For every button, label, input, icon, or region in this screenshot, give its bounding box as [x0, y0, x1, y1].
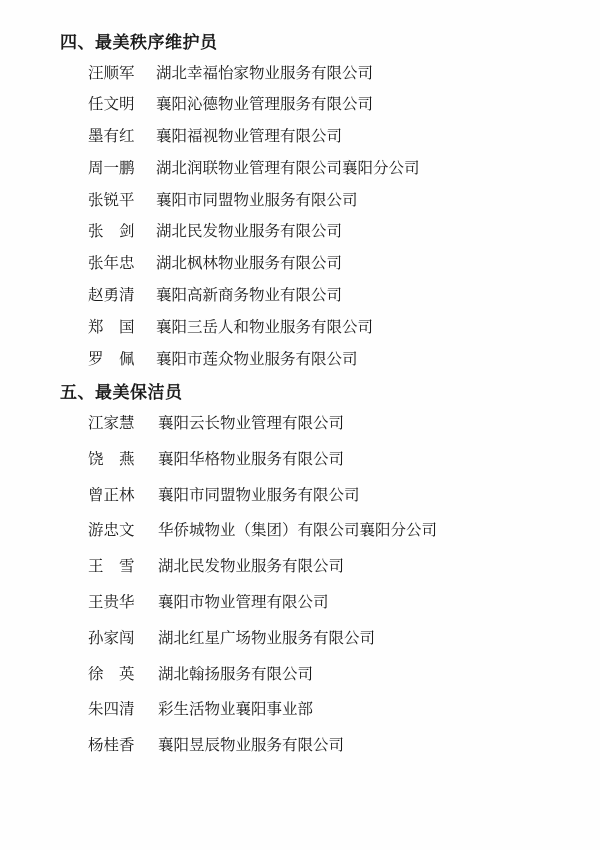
entry-organization: 华侨城物业（集团）有限公司襄阳分公司 [158, 522, 438, 540]
entry-name: 王贵华 [88, 593, 135, 611]
entry-name: 张年忠 [88, 255, 135, 273]
entry-organization: 湖北翰扬服务有限公司 [158, 665, 314, 683]
list-item [88, 62, 560, 87]
list-item [88, 348, 560, 373]
list-item [88, 448, 560, 473]
entry-name: 墨有红 [88, 128, 135, 146]
entry-organization: 襄阳市莲众物业服务有限公司 [156, 350, 358, 368]
entry-name: 游忠文 [88, 522, 135, 540]
list-item [88, 591, 560, 616]
entry-organization: 襄阳云长物业管理有限公司 [158, 414, 345, 432]
entry-organization: 湖北幸福怡家物业服务有限公司 [156, 64, 374, 82]
list-item [88, 412, 560, 437]
entry-name: 张 剑 [88, 223, 135, 241]
entry-organization: 湖北民发物业服务有限公司 [158, 558, 345, 576]
entry-organization: 襄阳福视物业管理有限公司 [156, 128, 343, 146]
entry-name: 江家慧 [88, 414, 135, 432]
section-four [40, 30, 560, 372]
entry-name: 王 雪 [88, 558, 135, 576]
entry-name: 张锐平 [88, 191, 135, 209]
entry-organization: 襄阳市同盟物业服务有限公司 [156, 191, 358, 209]
list-item [88, 627, 560, 652]
section-heading: 五、最美保洁员 [60, 383, 183, 403]
entry-organization: 襄阳高新商务物业有限公司 [156, 287, 343, 305]
list-item [88, 734, 560, 759]
section-five [40, 380, 560, 758]
list-item [88, 125, 560, 150]
entry-name: 汪顺军 [88, 64, 135, 82]
entry-name: 任文明 [88, 96, 135, 114]
entry-organization: 彩生活物业襄阳事业部 [158, 701, 314, 719]
list-item [88, 189, 560, 214]
entry-organization: 襄阳昱辰物业服务有限公司 [158, 737, 345, 755]
entry-name: 郑 国 [88, 318, 135, 336]
list-item [88, 316, 560, 341]
entry-name: 杨桂香 [88, 737, 135, 755]
entry-organization: 湖北民发物业服务有限公司 [156, 223, 343, 241]
list-item [88, 698, 560, 723]
list-item [88, 157, 560, 182]
entry-organization: 湖北红星广场物业服务有限公司 [158, 629, 376, 647]
entry-organization: 襄阳华格物业服务有限公司 [158, 450, 345, 468]
entry-name: 孙家闯 [88, 629, 135, 647]
list-item [88, 519, 560, 544]
entry-name: 周一鹏 [88, 159, 135, 177]
list-item [88, 663, 560, 688]
entry-name: 赵勇清 [88, 287, 135, 305]
entry-organization: 湖北枫林物业服务有限公司 [156, 255, 343, 273]
list-item [88, 252, 560, 277]
award-list [40, 62, 560, 373]
entry-name: 罗 佩 [88, 350, 135, 368]
list-item [88, 555, 560, 580]
list-item [88, 93, 560, 118]
entry-name: 朱四清 [88, 701, 135, 719]
entry-organization: 襄阳沁德物业管理服务有限公司 [156, 96, 374, 114]
entry-organization: 湖北润联物业管理有限公司襄阳分公司 [156, 159, 420, 177]
section-heading: 四、最美秩序维护员 [60, 33, 218, 52]
entry-organization: 襄阳市物业管理有限公司 [158, 593, 329, 611]
entry-name: 曾正林 [88, 486, 135, 504]
list-item [88, 220, 560, 245]
entry-organization: 襄阳三岳人和物业服务有限公司 [156, 318, 374, 336]
list-item [88, 284, 560, 309]
award-list [40, 412, 560, 759]
list-item [88, 484, 560, 509]
entry-name: 徐 英 [88, 665, 135, 683]
entry-name: 饶 燕 [88, 450, 135, 468]
entry-organization: 襄阳市同盟物业服务有限公司 [158, 486, 360, 504]
